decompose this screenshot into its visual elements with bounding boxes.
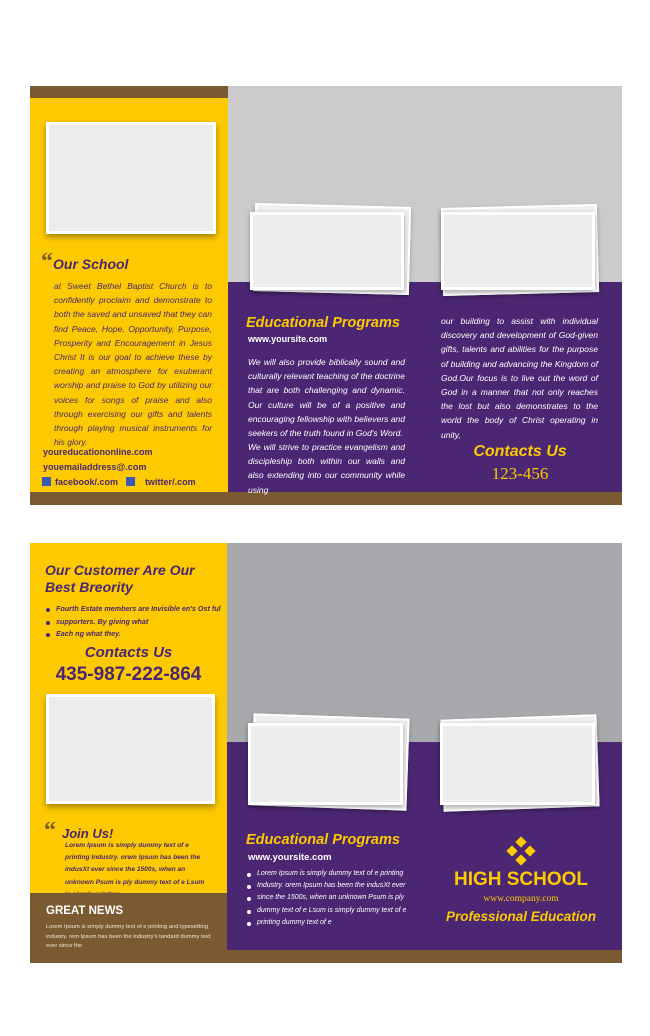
join-title: Join Us! (62, 826, 114, 841)
list-item: supporters. By giving what (44, 616, 224, 629)
customer-title-line1: Our Customer Are Our (45, 562, 195, 578)
diamond-logo-icon (505, 837, 537, 869)
right-column-body: our building to assist with individual discovery and development of God-given gifts, talents and abilities for the purpose of building and advancing the Kingdom of God.Our focus is to live out the word of God in a manner that not only reaches the lost but also demonstrates to the world the body of Christ operating in unity, (441, 316, 598, 440)
twitter-link[interactable]: twitter/.com (145, 477, 196, 487)
customer-title (45, 562, 195, 596)
list-item: Lorem Ipsum is simply dummy text of e printing (245, 868, 420, 880)
bottom-programs-title: Educational Programs (246, 832, 400, 848)
school-photo-placeholder (46, 122, 216, 234)
programs-body-1: We will also provide biblically sound and culturally relevant teaching of the doctrine that are both challenging and dynamic. Our culture will be of a positive and encouraging fellowship with believers and seekers of the truth found in God's Word. (248, 357, 405, 439)
twitter-icon (126, 477, 135, 486)
customer-title-line2: Best Breority (45, 579, 133, 595)
contact-email[interactable]: youemailaddress@.com (43, 462, 147, 472)
top-brown-strip (30, 86, 228, 98)
list-item: since the 1500s, when an unknown Psum is ply (245, 892, 420, 904)
list-item: dummy text of e Lsum is simply dummy text of e (245, 905, 420, 917)
list-item: Fourth Estate members are Invisible en's Ost ful (44, 603, 224, 616)
brand-tagline: Professional Education (445, 909, 597, 924)
contacts-title: Contacts Us (473, 443, 567, 460)
our-school-panel (30, 98, 228, 492)
bottom-brown-footer (227, 950, 622, 963)
contacts-number: 123-456 (491, 464, 549, 483)
brand-url[interactable]: www.company.com (483, 894, 559, 904)
programs-url[interactable]: www.yoursite.com (248, 334, 328, 344)
bottom-programs-bullets (245, 868, 420, 929)
customer-contacts-title: Contacts Us (84, 644, 173, 661)
bottom-gray-header (227, 543, 622, 742)
great-news-title: GREAT NEWS (46, 905, 124, 917)
program-photo-2 (441, 212, 595, 290)
bottom-programs-url[interactable]: www.yoursite.com (248, 852, 332, 863)
programs-body-2: We will strive to practice evangelism and discipleship both within our walls and also extending into our community while using (248, 442, 405, 495)
social-links (42, 477, 196, 487)
programs-title: Educational Programs (246, 315, 400, 331)
our-school-title: Our School (53, 256, 129, 272)
join-photo-placeholder (46, 694, 215, 804)
customer-phone: 435-987-222-864 (55, 664, 202, 685)
our-school-body: at Sweet Bethel Baptist Church is to confidently proclaim and demonstrate to both the saved and unsaved that they can find Peace, Hope, Opportunity, Purpose, Prosperity and Encouragement in Jesus Christ It is our goal to achieve these by creating an atmosphere for exuberant worship and praise to God by utilizing our voices for songs of praise and also through exercising our gifts and talents through playing musical instruments for his glory. (54, 281, 212, 448)
list-item: printing dummy text of e (245, 917, 420, 929)
facebook-link[interactable]: facebook/.com (55, 477, 119, 487)
quote-mark-icon: “ (44, 818, 56, 844)
brand-title: HIGH SCHOOL (453, 869, 589, 890)
list-item: Industry. orem Ipsum has been the indusXt ever (245, 880, 420, 892)
customer-bullets (44, 603, 224, 641)
program-photo-4 (440, 723, 595, 805)
our-school-heading (41, 249, 129, 275)
join-body: Lorem Ipsum is simply dummy text of e printing Industry. orem Ipsum has been the indusXt ever since the 1500s, when an unknown Psum is ply dummy text of e Lsum (65, 842, 205, 886)
program-photo-3 (248, 723, 403, 805)
contact-web[interactable]: youreducationonline.com (43, 447, 153, 457)
great-news-body: Lorem Ipsum is simply dummy text of e printing and typesetting industry. rem Ipsum has been the industry's tandard dummy text ever since the (46, 924, 211, 949)
great-news-panel (30, 893, 227, 963)
quote-mark-icon: “ (41, 249, 53, 275)
list-item: Each ng what they. (44, 628, 224, 641)
customer-panel (30, 543, 227, 893)
program-photo-1 (250, 212, 404, 290)
facebook-icon (42, 477, 51, 486)
